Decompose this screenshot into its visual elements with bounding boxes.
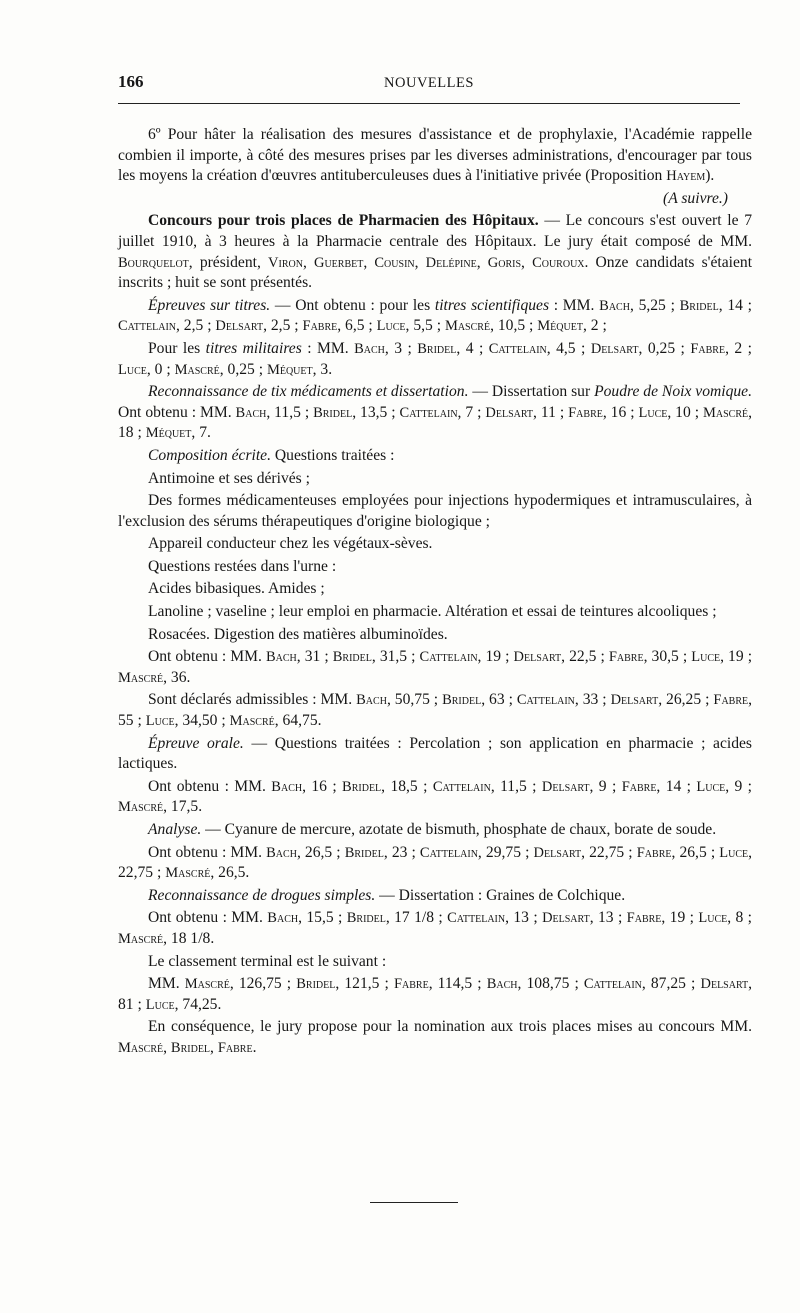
paragraph-orale: Épreuve orale. — Questions traitées : Percolation ; son application en pharmacie ; acides lactiques.: [118, 734, 752, 773]
running-title: NOUVELLES: [384, 75, 474, 91]
paragraph-reconnaissance-tix: Reconnaissance de tix médicaments et dissertation. — Dissertation sur Poudre de Noix vomique. Ont obtenu : MM. Bach, 11,5 ; Bridel, 13,5 ; Cattelain, 7 ; Delsart, 11 ; Fabre, 16 ; Luce, 10 ; Mascré, 18 ; Méquet, 7.: [118, 383, 753, 442]
page-header: [118, 72, 740, 96]
question-2: Des formes médicamenteuses employées pour injections hypodermiques et intramusculaires, à l'exclusion des sérums thérapeutiques d'origine biologique ;: [118, 492, 752, 530]
question-5: Lanoline ; vaseline ; leur emploi en pharmacie. Altération et essai de teintures alcooliques ;: [148, 603, 717, 621]
questions-urne: Questions restées dans l'urne :: [148, 557, 337, 575]
question-1: Antimoine et ses dérivés ;: [148, 469, 310, 487]
paragraph-analyse: Analyse. — Cyanure de mercure, azotate de bismuth, phosphate de chaux, borate de soude.: [148, 821, 717, 838]
a-suivre-note: (A suivre.): [663, 189, 728, 207]
paragraph-analyse-scores: Ont obtenu : MM. Bach, 26,5 ; Bridel, 23 ; Cattelain, 29,75 ; Delsart, 22,75 ; Fabre, 26,5 ; Luce, 22,75 ; Mascré, 26,5.: [118, 843, 753, 882]
section-heading: Concours pour trois places de Pharmacien des Hôpitaux.: [148, 212, 539, 230]
end-rule: [370, 1202, 458, 1203]
paragraph-composition: Composition écrite. Questions traitées :: [148, 446, 395, 464]
paragraph-ecrit-scores: Ont obtenu : MM. Bach, 31 ; Bridel, 31,5 ; Cattelain, 19 ; Delsart, 22,5 ; Fabre, 30,5 ; Luce, 19 ; Mascré, 36.: [118, 648, 753, 686]
paragraph-titres-militaires: Pour les titres militaires : MM. Bach, 3 ; Bridel, 4 ; Cattelain, 4,5 ; Delsart, 0,25 ; Fabre, 2 ; Luce, 0 ; Mascré, 0,25 ; Méquet, 3.: [118, 339, 752, 378]
paragraph-drogues-scores: Ont obtenu : MM. Bach, 15,5 ; Bridel, 17 1/8 ; Cattelain, 13 ; Delsart, 13 ; Fabre, 19 ; Luce, 8 ; Mascré, 18 1/8.: [118, 909, 752, 947]
question-4: Acides bibasiques. Amides ;: [148, 580, 325, 598]
page-number: 166: [118, 72, 144, 91]
paragraph-prophylaxie: 6º Pour hâter la réalisation des mesures d'assistance et de prophylaxie, l'Académie rappelle combien il importe, à côté des mesures prises par les diverses administrations, d'encourager par tous les moyens la création d'œuvres antituberculeuses dues à l'initiative privée (Proposition Hayem).: [118, 126, 752, 185]
paragraph-concours: Concours pour trois places de Pharmacien des Hôpitaux. — Le concours s'est ouvert le 7 juillet 1910, à 3 heures à la Pharmacie centrale des Hôpitaux. Le jury était composé de MM. Bourquelot, président, Viron, Guerbet, Cousin, Delépine, Goris, Couroux. Onze candidats s'étaient inscrits ; huit se sont présentés.: [118, 212, 753, 292]
question-6: Rosacées. Digestion des matières albuminoïdes.: [148, 625, 448, 643]
paragraph-conclusion: En conséquence, le jury propose pour la nomination aux trois places mises au concours MM. Mascré, Bridel, Fabre.: [118, 1018, 752, 1056]
header-rule: [118, 103, 740, 104]
paragraph-drogues: Reconnaissance de drogues simples. — Dissertation : Graines de Colchique.: [148, 886, 626, 904]
question-3: Appareil conducteur chez les végétaux-sèves.: [148, 535, 433, 553]
paragraph-classement: MM. Mascré, 126,75 ; Bridel, 121,5 ; Fabre, 114,5 ; Bach, 108,75 ; Cattelain, 87,25 ; Delsart, 81 ; Luce, 74,25.: [118, 975, 753, 1013]
paragraph-titres-scientifiques: Épreuves sur titres. — Ont obtenu : pour les titres scientifiques : MM. Bach, 5,25 ; Bridel, 14 ; Cattelain, 2,5 ; Delsart, 2,5 ; Fabre, 6,5 ; Luce, 5,5 ; Mascré, 10,5 ; Méquet, 2 ;: [118, 296, 753, 335]
person-name: Hayem: [666, 168, 706, 185]
paragraph-orale-scores: Ont obtenu : MM. Bach, 16 ; Bridel, 18,5 ; Cattelain, 11,5 ; Delsart, 9 ; Fabre, 14 ; Luce, 9 ; Mascré, 17,5.: [118, 777, 753, 816]
article-body: [118, 125, 752, 1061]
paragraph-admissibles: Sont déclarés admissibles : MM. Bach, 50,75 ; Bridel, 63 ; Cattelain, 33 ; Delsart, 26,25 ; Fabre, 55 ; Luce, 34,50 ; Mascré, 64,75.: [118, 691, 753, 730]
classement-intro: Le classement terminal est le suivant :: [148, 952, 387, 970]
